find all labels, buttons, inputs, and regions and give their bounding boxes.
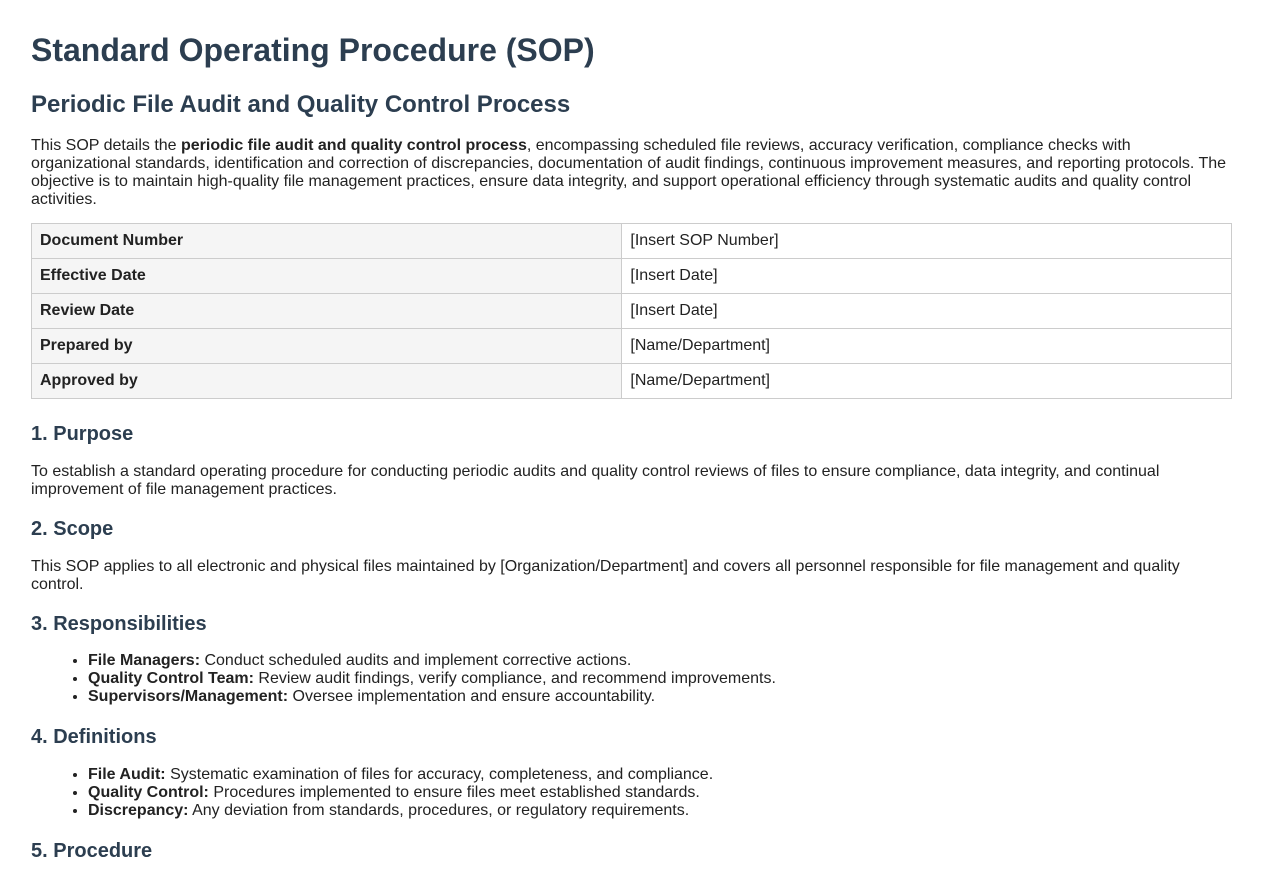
table-row-prepared-by [32, 328, 1232, 363]
intro-paragraph [31, 137, 1232, 209]
row-label: Document Number [32, 223, 622, 258]
page-subtitle: Periodic File Audit and Quality Control Process [31, 91, 571, 119]
page-title: Standard Operating Procedure (SOP) [31, 32, 595, 68]
list-item [88, 670, 1232, 688]
section-responsibilities [31, 613, 1232, 706]
list-item-text: Oversee implementation and ensure accountability. [288, 687, 656, 705]
list-item-term: Quality Control Team: [88, 669, 254, 687]
list-item-term: Supervisors/Management: [88, 687, 289, 705]
list-item [88, 652, 1232, 670]
list-item-term: File Audit: [88, 765, 166, 783]
heading-purpose: 1. Purpose [31, 422, 134, 445]
purpose-paragraph: To establish a standard operating procedure for conducting periodic audits and quality control reviews of files to ensure compliance, data integrity, and continual improvement of file management practices. [31, 462, 1160, 498]
section-scope [31, 518, 1232, 594]
list-item [88, 688, 1232, 706]
row-label: Review Date [32, 293, 622, 328]
list-item-text: Procedures implemented to ensure files meet established standards. [208, 783, 700, 801]
definitions-list [31, 766, 1232, 820]
intro-text-suffix: , encompassing scheduled file reviews, accuracy verification, compliance checks with organizational standards, identification and correction of discrepancies, documentation of audit findings, continuous improvement measures, and reporting protocols. The objective is to maintain high-quality file management practices, ensure data integrity, and support operational efficiency through systematic audits and quality control activities. [31, 136, 1227, 208]
list-item [88, 784, 1232, 802]
list-item-term: File Managers: [88, 651, 201, 669]
intro-text-bold: periodic file audit and quality control process [181, 136, 527, 154]
heading-definitions: 4. Definitions [31, 725, 157, 748]
row-label: Approved by [32, 363, 622, 398]
row-label: Effective Date [32, 258, 622, 293]
list-item-text: Systematic examination of files for accuracy, completeness, and compliance. [165, 765, 714, 783]
section-purpose [31, 423, 1232, 499]
row-value: [Insert Date] [622, 258, 1232, 293]
scope-paragraph: This SOP applies to all electronic and physical files maintained by [Organization/Department] and covers all personnel responsible for file management and quality control. [31, 557, 1180, 593]
table-row-effective-date [32, 258, 1232, 293]
table-row-document-number [32, 223, 1232, 258]
list-item-text: Any deviation from standards, procedures, or regulatory requirements. [188, 801, 690, 819]
list-item-term: Quality Control: [88, 783, 209, 801]
section-definitions [31, 726, 1232, 820]
list-item-text: Review audit findings, verify compliance, and recommend improvements. [253, 669, 776, 687]
list-item-term: Discrepancy: [88, 801, 189, 819]
heading-procedure: 5. Procedure [31, 839, 153, 862]
heading-responsibilities: 3. Responsibilities [31, 612, 207, 635]
metadata-table [31, 223, 1232, 399]
row-value: [Insert SOP Number] [622, 223, 1232, 258]
list-item [88, 766, 1232, 784]
section-procedure [31, 840, 1232, 863]
list-item-text: Conduct scheduled audits and implement corrective actions. [200, 651, 632, 669]
table-row-approved-by [32, 363, 1232, 398]
table-row-review-date [32, 293, 1232, 328]
row-value: [Name/Department] [622, 328, 1232, 363]
row-value: [Insert Date] [622, 293, 1232, 328]
heading-scope: 2. Scope [31, 517, 114, 540]
row-value: [Name/Department] [622, 363, 1232, 398]
responsibilities-list [31, 652, 1232, 706]
intro-text-prefix: This SOP details the [31, 136, 181, 154]
row-label: Prepared by [32, 328, 622, 363]
list-item [88, 802, 1232, 820]
